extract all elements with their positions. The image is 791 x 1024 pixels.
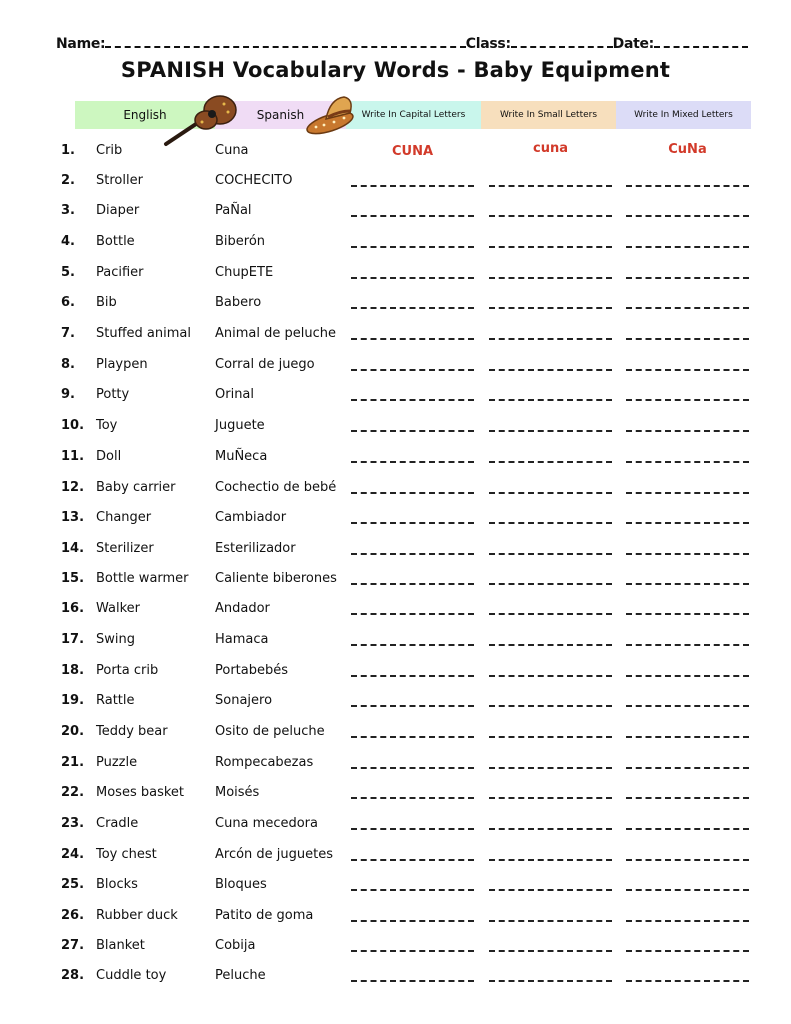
small-letters-blank[interactable] <box>489 553 612 555</box>
english-word: Stroller <box>96 173 143 188</box>
list-item <box>0 847 791 869</box>
english-word: Blanket <box>96 938 145 953</box>
list-item <box>0 755 791 777</box>
spanish-word: Cuna mecedora <box>215 816 318 831</box>
list-item <box>0 449 791 471</box>
mixed-letters-blank[interactable] <box>626 705 749 707</box>
small-letters-blank[interactable] <box>489 399 612 401</box>
mixed-letters-blank[interactable] <box>626 277 749 279</box>
item-number: 17. <box>61 632 85 647</box>
capital-letters-blank[interactable] <box>351 613 474 615</box>
small-letters-blank[interactable] <box>489 797 612 799</box>
english-word: Toy <box>96 418 118 433</box>
small-letters-blank[interactable] <box>489 215 612 217</box>
example-mixed: CuNa <box>668 142 707 157</box>
small-letters-blank[interactable] <box>489 246 612 248</box>
column-header-spanish: Spanish <box>215 101 346 129</box>
list-item <box>0 601 791 623</box>
spanish-word: PaÑal <box>215 203 252 218</box>
item-number: 21. <box>61 755 85 770</box>
list-item <box>0 877 791 899</box>
item-number: 1. <box>61 143 75 158</box>
capital-letters-blank[interactable] <box>351 430 474 432</box>
name-label: Name: <box>56 36 106 52</box>
spanish-word: MuÑeca <box>215 449 268 464</box>
item-number: 7. <box>61 326 75 341</box>
english-word: Bib <box>96 295 117 310</box>
capital-letters-blank[interactable] <box>351 950 474 952</box>
example-capital: CUNA <box>391 144 434 159</box>
item-number: 4. <box>61 234 75 249</box>
small-letters-blank[interactable] <box>489 828 612 830</box>
english-word: Puzzle <box>96 755 138 770</box>
mixed-letters-blank[interactable] <box>626 369 749 371</box>
date-field[interactable] <box>654 46 748 48</box>
item-number: 24. <box>61 847 85 862</box>
list-item <box>0 938 791 960</box>
item-number: 20. <box>61 724 85 739</box>
small-letters-blank[interactable] <box>489 277 612 279</box>
english-word: Moses basket <box>96 785 184 800</box>
item-number: 6. <box>61 295 75 310</box>
english-word: Sterilizer <box>96 541 154 556</box>
mixed-letters-blank[interactable] <box>626 338 749 340</box>
small-letters-blank[interactable] <box>489 767 612 769</box>
mixed-letters-blank[interactable] <box>626 767 749 769</box>
small-letters-blank[interactable] <box>489 338 612 340</box>
small-letters-blank[interactable] <box>489 613 612 615</box>
capital-letters-blank[interactable] <box>351 980 474 982</box>
capital-letters-blank[interactable] <box>351 797 474 799</box>
english-word: Cuddle toy <box>96 968 167 983</box>
item-number: 18. <box>61 663 85 678</box>
mixed-letters-blank[interactable] <box>626 950 749 952</box>
english-word: Rattle <box>96 693 135 708</box>
small-letters-blank[interactable] <box>489 644 612 646</box>
mixed-letters-blank[interactable] <box>626 307 749 309</box>
mixed-letters-blank[interactable] <box>626 553 749 555</box>
capital-letters-blank[interactable] <box>351 583 474 585</box>
mixed-letters-blank[interactable] <box>626 859 749 861</box>
column-header-mixed: Write In Mixed Letters <box>616 101 751 129</box>
english-word: Bottle warmer <box>96 571 189 586</box>
spanish-word: Cochectio de bebé <box>215 480 337 495</box>
item-number: 25. <box>61 877 85 892</box>
item-number: 28. <box>61 968 85 983</box>
spanish-word: Moisés <box>215 785 260 800</box>
spanish-word: Andador <box>215 601 270 616</box>
capital-letters-blank[interactable] <box>351 736 474 738</box>
capital-letters-blank[interactable] <box>351 215 474 217</box>
spanish-word: Sonajero <box>215 693 273 708</box>
list-item <box>0 571 791 593</box>
capital-letters-blank[interactable] <box>351 369 474 371</box>
small-letters-blank[interactable] <box>489 369 612 371</box>
mixed-letters-blank[interactable] <box>626 430 749 432</box>
capital-letters-blank[interactable] <box>351 828 474 830</box>
item-number: 23. <box>61 816 85 831</box>
capital-letters-blank[interactable] <box>351 859 474 861</box>
list-item <box>0 295 791 317</box>
list-item <box>0 203 791 225</box>
spanish-word: Osito de peluche <box>215 724 325 739</box>
english-word: Baby carrier <box>96 480 176 495</box>
mixed-letters-blank[interactable] <box>626 461 749 463</box>
list-item <box>0 693 791 715</box>
list-item <box>0 265 791 287</box>
item-number: 27. <box>61 938 85 953</box>
english-word: Doll <box>96 449 122 464</box>
english-word: Pacifier <box>96 265 144 280</box>
item-number: 13. <box>61 510 85 525</box>
capital-letters-blank[interactable] <box>351 185 474 187</box>
page-title: SPANISH Vocabulary Words - Baby Equipment <box>120 58 671 82</box>
list-item <box>0 326 791 348</box>
sombrero-icon <box>304 93 362 135</box>
small-letters-blank[interactable] <box>489 522 612 524</box>
item-number: 9. <box>61 387 75 402</box>
spanish-word: Cuna <box>215 143 249 158</box>
mixed-letters-blank[interactable] <box>626 980 749 982</box>
class-label: Class: <box>465 36 511 52</box>
list-item <box>0 663 791 685</box>
list-item <box>0 908 791 930</box>
capital-letters-blank[interactable] <box>351 277 474 279</box>
spanish-word: Hamaca <box>215 632 269 647</box>
english-word: Toy chest <box>96 847 157 862</box>
list-item <box>0 480 791 502</box>
spanish-word: Corral de juego <box>215 357 315 372</box>
english-word: Crib <box>96 143 123 158</box>
capital-letters-blank[interactable] <box>351 399 474 401</box>
small-letters-blank[interactable] <box>489 889 612 891</box>
mixed-letters-blank[interactable] <box>626 215 749 217</box>
spanish-word: Cobija <box>215 938 256 953</box>
spanish-word: Biberón <box>215 234 266 249</box>
capital-letters-blank[interactable] <box>351 522 474 524</box>
item-number: 16. <box>61 601 85 616</box>
mixed-letters-blank[interactable] <box>626 399 749 401</box>
capital-letters-blank[interactable] <box>351 889 474 891</box>
small-letters-blank[interactable] <box>489 736 612 738</box>
item-number: 14. <box>61 541 85 556</box>
english-word: Porta crib <box>96 663 159 678</box>
capital-letters-blank[interactable] <box>351 644 474 646</box>
mixed-letters-blank[interactable] <box>626 185 749 187</box>
student-info-line <box>56 32 748 52</box>
english-word: Swing <box>96 632 135 647</box>
item-number: 19. <box>61 693 85 708</box>
list-item <box>0 968 791 990</box>
item-number: 26. <box>61 908 85 923</box>
english-word: Blocks <box>96 877 138 892</box>
item-number: 12. <box>61 480 85 495</box>
spanish-word: COCHECITO <box>215 173 293 188</box>
mixed-letters-blank[interactable] <box>626 675 749 677</box>
name-field[interactable] <box>105 46 465 48</box>
item-number: 5. <box>61 265 75 280</box>
column-header-capital: Write In Capital Letters <box>346 101 481 129</box>
item-number: 2. <box>61 173 75 188</box>
mixed-letters-blank[interactable] <box>626 492 749 494</box>
small-letters-blank[interactable] <box>489 185 612 187</box>
date-label: Date: <box>612 36 654 52</box>
small-letters-blank[interactable] <box>489 430 612 432</box>
mixed-letters-blank[interactable] <box>626 613 749 615</box>
column-header-small: Write In Small Letters <box>481 101 616 129</box>
mixed-letters-blank[interactable] <box>626 736 749 738</box>
mixed-letters-blank[interactable] <box>626 522 749 524</box>
capital-letters-blank[interactable] <box>351 307 474 309</box>
capital-letters-blank[interactable] <box>351 461 474 463</box>
english-word: Changer <box>96 510 152 525</box>
mixed-letters-blank[interactable] <box>626 246 749 248</box>
small-letters-blank[interactable] <box>489 307 612 309</box>
spanish-word: Peluche <box>215 968 266 983</box>
small-letters-blank[interactable] <box>489 675 612 677</box>
spanish-word: Portabebés <box>215 663 289 678</box>
guitar-icon <box>162 92 242 148</box>
list-item <box>0 724 791 746</box>
capital-letters-blank[interactable] <box>351 675 474 677</box>
item-number: 3. <box>61 203 75 218</box>
small-letters-blank[interactable] <box>489 492 612 494</box>
mixed-letters-blank[interactable] <box>626 583 749 585</box>
mixed-letters-blank[interactable] <box>626 797 749 799</box>
item-number: 10. <box>61 418 85 433</box>
english-word: Diaper <box>96 203 140 218</box>
capital-letters-blank[interactable] <box>351 338 474 340</box>
list-item <box>0 785 791 807</box>
capital-letters-blank[interactable] <box>351 705 474 707</box>
list-item <box>0 632 791 654</box>
item-number: 22. <box>61 785 85 800</box>
spanish-word: Cambiador <box>215 510 287 525</box>
spanish-word: Orinal <box>215 387 255 402</box>
small-letters-blank[interactable] <box>489 920 612 922</box>
list-item <box>0 387 791 409</box>
capital-letters-blank[interactable] <box>351 492 474 494</box>
list-item <box>0 143 791 165</box>
list-item <box>0 234 791 256</box>
spanish-word: Juguete <box>215 418 265 433</box>
list-item <box>0 541 791 563</box>
mixed-letters-blank[interactable] <box>626 889 749 891</box>
column-header-english: English <box>75 101 215 129</box>
item-number: 11. <box>61 449 85 464</box>
spanish-word: Esterilizador <box>215 541 296 556</box>
mixed-letters-blank[interactable] <box>626 644 749 646</box>
capital-letters-blank[interactable] <box>351 553 474 555</box>
list-item <box>0 816 791 838</box>
spanish-word: Caliente biberones <box>215 571 337 586</box>
spanish-word: Arcón de juguetes <box>215 847 334 862</box>
spanish-word: Bloques <box>215 877 267 892</box>
list-item <box>0 418 791 440</box>
small-letters-blank[interactable] <box>489 859 612 861</box>
spanish-word: Rompecabezas <box>215 755 314 770</box>
english-word: Potty <box>96 387 130 402</box>
english-word: Playpen <box>96 357 148 372</box>
list-item <box>0 510 791 532</box>
spanish-word: Animal de peluche <box>215 326 336 341</box>
mixed-letters-blank[interactable] <box>626 920 749 922</box>
list-item <box>0 173 791 195</box>
mixed-letters-blank[interactable] <box>626 828 749 830</box>
spanish-word: Patito de goma <box>215 908 314 923</box>
english-word: Cradle <box>96 816 139 831</box>
english-word: Teddy bear <box>96 724 168 739</box>
english-word: Rubber duck <box>96 908 178 923</box>
item-number: 15. <box>61 571 85 586</box>
list-item <box>0 357 791 379</box>
small-letters-blank[interactable] <box>489 705 612 707</box>
small-letters-blank[interactable] <box>489 461 612 463</box>
spanish-word: Babero <box>215 295 262 310</box>
item-number: 8. <box>61 357 75 372</box>
class-field[interactable] <box>511 46 613 48</box>
small-letters-blank[interactable] <box>489 583 612 585</box>
small-letters-blank[interactable] <box>489 980 612 982</box>
english-word: Bottle <box>96 234 135 249</box>
spanish-word: ChupETE <box>215 265 274 280</box>
english-word: Stuffed animal <box>96 326 191 341</box>
capital-letters-blank[interactable] <box>351 246 474 248</box>
small-letters-blank[interactable] <box>489 950 612 952</box>
capital-letters-blank[interactable] <box>351 920 474 922</box>
example-small: cuna <box>533 141 568 156</box>
capital-letters-blank[interactable] <box>351 767 474 769</box>
english-word: Walker <box>96 601 141 616</box>
